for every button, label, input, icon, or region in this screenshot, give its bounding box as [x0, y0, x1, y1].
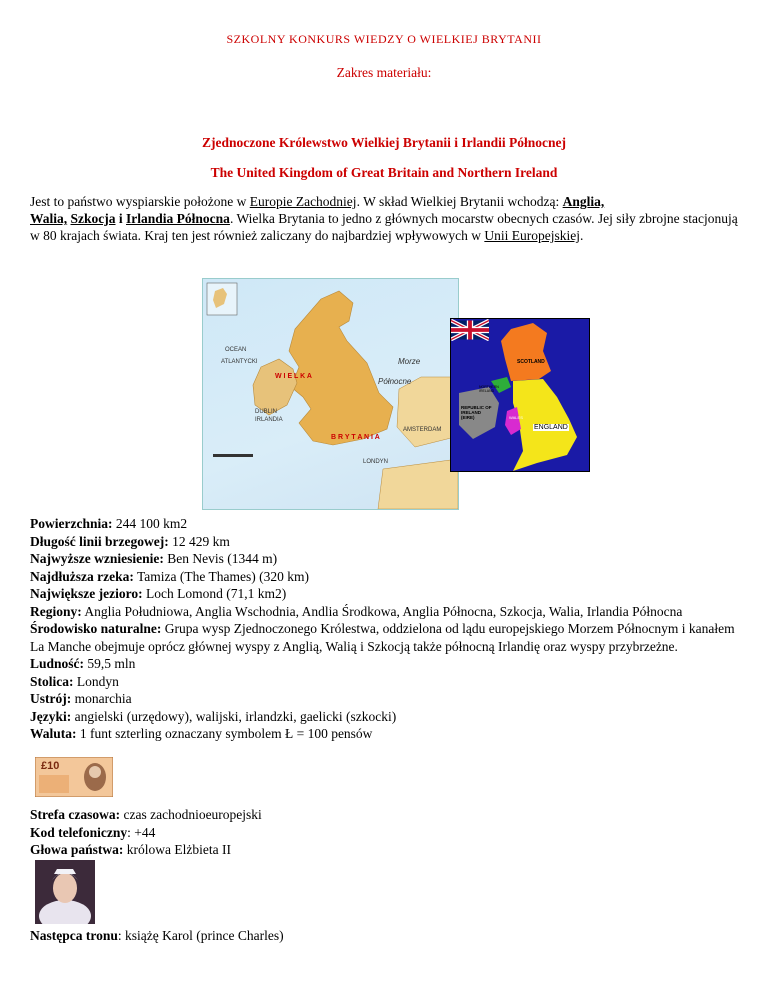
label-england: ENGLAND	[534, 424, 568, 431]
link-irlandia[interactable]: Irlandia Północna	[126, 211, 230, 226]
fact-label: Waluta:	[30, 726, 77, 741]
link-eu[interactable]: Unii Europejskiej	[484, 228, 580, 243]
title-polish: Zjednoczone Królewstwo Wielkiej Brytanii i Irlandii Północnej	[202, 135, 566, 150]
fact-value: : +44	[127, 824, 156, 840]
intro-text: . W skład Wielkiej Brytanii wchodzą:	[356, 194, 563, 209]
fact-label: Kod telefoniczny	[30, 824, 128, 840]
fact-item	[30, 585, 738, 603]
link-anglia[interactable]: Anglia,	[562, 194, 605, 209]
fact-value: Loch Lomond (71,1 km2)	[142, 586, 287, 601]
intro-paragraph	[30, 193, 738, 244]
label-dublin: DUBLIN	[255, 409, 278, 415]
fact-label: Powierzchnia:	[30, 516, 113, 531]
successor-line	[30, 928, 738, 944]
fact-item	[30, 515, 738, 533]
intro-text: Jest to państwo wyspiarskie położone w	[30, 194, 250, 209]
fact-item	[30, 655, 738, 673]
label-ocean: OCEAN	[225, 347, 247, 353]
fact-label: Regiony:	[30, 603, 82, 619]
link-europe[interactable]: Europie Zachodniej	[249, 194, 357, 209]
fact-item	[30, 725, 738, 743]
fact-value: 59,5 mln	[84, 656, 136, 671]
facts-list	[30, 515, 738, 743]
fact-item	[30, 708, 738, 726]
fact-item	[30, 673, 738, 691]
fact-item	[30, 603, 738, 621]
link-walia[interactable]: Walia,	[30, 211, 68, 226]
fact-value: Tamiza (The Thames) (320 km)	[133, 568, 309, 584]
fact-item	[30, 824, 738, 842]
maps-figure	[202, 278, 602, 513]
scope-heading: Zakres materiału:	[336, 65, 432, 80]
title-english: The United Kingdom of Great Britain and Northern Ireland	[210, 165, 558, 180]
banknote-value: £10	[41, 760, 60, 772]
label-london: LONDYN	[363, 459, 389, 465]
fact-item	[30, 550, 738, 568]
intro-text: .	[579, 228, 584, 243]
label-irlandia: IRLANDIA	[255, 417, 283, 423]
intro-text: . Wielka Brytania to jedno z głównych mocarstw obecnych czasów. Jej siły zbrojne stacjonują w 80 krajach świata. Kraj ten jest również zaliczany do najbardziej wpływowych w	[30, 211, 738, 243]
fact-label: Ustrój:	[30, 691, 72, 706]
fact-item	[30, 690, 738, 708]
fact-item	[30, 806, 738, 824]
uk-map-drawing	[203, 279, 458, 509]
banknote-image	[35, 757, 113, 797]
label-atlantic: ATLANTYCKI	[221, 359, 258, 365]
label-scotland: SCOTLAND	[517, 359, 545, 365]
fact-label: Najdłuższa rzeka:	[30, 568, 134, 584]
fact-item	[30, 568, 738, 586]
countries-drawing	[451, 319, 589, 471]
fact-value: angielski (urzędowy), walijski, irlandzki, gaelicki (szkocki)	[71, 708, 397, 724]
uk-countries-map	[450, 318, 590, 472]
label-northern-ireland: NORTHERN IRELAND	[479, 385, 499, 393]
fact-label: Strefa czasowa:	[30, 807, 121, 822]
queen-portrait	[35, 860, 95, 924]
label-republic: REPUBLIC OF IRELAND (EIRE)	[461, 405, 492, 420]
fact-value: monarchia	[71, 691, 132, 706]
fact-label: Stolica:	[30, 673, 74, 689]
fact-value: królowa Elżbieta II	[123, 842, 231, 857]
fact-item	[30, 620, 738, 655]
fact-value: Anglia Południowa, Anglia Wschodnia, Andlia Środkowa, Anglia Północna, Szkocja, Walia, Irlandia Północna	[81, 603, 683, 619]
link-szkocja[interactable]: Szkocja	[70, 211, 116, 226]
facts-list-2	[30, 806, 738, 859]
fact-value: czas zachodnioeuropejski	[120, 807, 262, 822]
fact-label: Długość linii brzegowej:	[30, 533, 169, 549]
fact-value: Londyn	[73, 673, 119, 689]
contest-title: SZKOLNY KONKURS WIEDZY O WIELKIEJ BRYTANII	[226, 32, 542, 46]
fact-label: Języki:	[30, 708, 72, 724]
label-morze: Morze	[398, 357, 421, 366]
fact-label: Środowisko naturalne:	[30, 621, 162, 636]
label-amsterdam: AMSTERDAM	[403, 427, 442, 433]
fact-label: Głowa państwa:	[30, 842, 124, 857]
fact-label: Największe jezioro:	[30, 586, 143, 601]
fact-label: Najwyższe wzniesienie:	[30, 551, 164, 566]
fact-value: Grupa wysp Zjednoczonego Królestwa, oddzielona od lądu europejskiego Morzem Północnym i kanałem La Manche obejmuje oprócz głównej wyspy z Anglią, Walią i Szkocją także północną Irlandię oraz wyspy przybrzeżne.	[30, 621, 735, 654]
label-wielka: W I E L K A	[275, 373, 312, 380]
label-polnocne: Północne	[378, 377, 412, 386]
label-wales: WALES	[509, 415, 523, 420]
label-brytania: B R Y T A N I A	[331, 434, 380, 441]
fact-value: 244 100 km2	[112, 516, 188, 531]
intro-text: i	[115, 211, 127, 226]
fact-value: 1 funt szterling oznaczany symbolem Ł = 100 pensów	[76, 726, 373, 741]
fact-value: Ben Nevis (1344 m)	[163, 551, 278, 566]
fact-label: Ludność:	[30, 656, 85, 671]
successor-label: Następca tronu	[30, 928, 118, 943]
fact-item	[30, 533, 738, 551]
queen-portrait-drawing	[35, 860, 95, 924]
uk-map-image	[202, 278, 459, 510]
fact-item	[30, 841, 738, 859]
fact-value: 12 429 km	[168, 533, 230, 549]
successor-value: : książę Karol (prince Charles)	[117, 928, 284, 943]
